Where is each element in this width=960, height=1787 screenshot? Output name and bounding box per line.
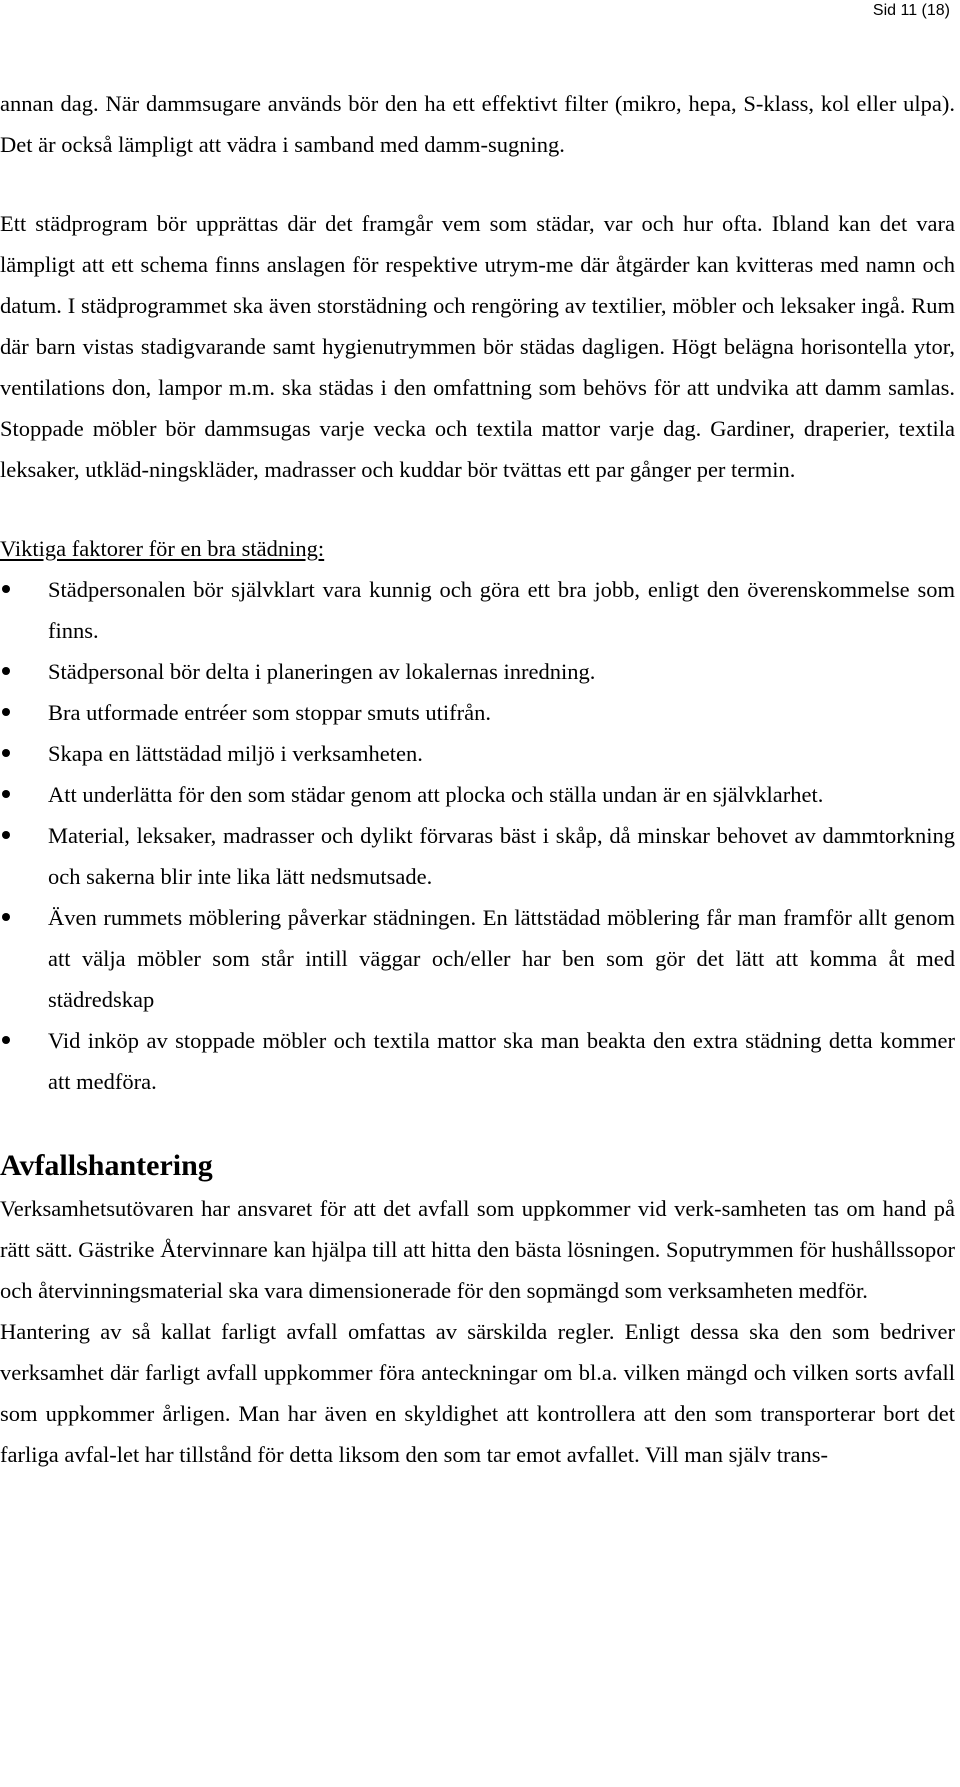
factors-heading: Viktiga faktorer för en bra städning: (0, 536, 325, 561)
paragraph-spacer (0, 490, 955, 528)
list-item: Att underlätta för den som städar genom att plocka och ställa undan är en självklarhet. (0, 774, 955, 815)
factors-list (0, 569, 955, 1102)
hazardous-waste-paragraph: Hantering av så kallat farligt avfall omfattas av särskilda regler. Enligt dessa ska den som bedriver verksamhet där farligt avfall uppkommer föra anteckningar om bl.a. vilken mängd och vilken sorts avfall som uppkommer årligen. Man har även en skyldighet att kontrollera att den som transporterar bort det farliga avfal-let har tillstånd för detta liksom den som tar emot avfallet. Vill man själv trans- (0, 1319, 955, 1467)
list-item: Material, leksaker, madrasser och dylikt förvaras bäst i skåp, då minskar behovet av dammtorkning och sakerna blir inte lika lätt nedsmutsade. (0, 815, 955, 897)
list-item: Skapa en lättstädad miljö i verksamheten. (0, 733, 955, 774)
page-number: Sid 11 (18) (872, 2, 950, 19)
list-item: Städpersonal bör delta i planeringen av lokalernas inredning. (0, 651, 955, 692)
list-item: Städpersonalen bör självklart vara kunnig och göra ett bra jobb, enligt den överenskommelse som finns. (0, 569, 955, 651)
cleaning-program-paragraph: Ett städprogram bör upprättas där det framgår vem som städar, var och hur ofta. Ibland kan det vara lämpligt att ett schema finns anslagen för respektive utrym-me där åtgärder kan kvitteras med namn och datum. I städprogrammet ska även storstädning och rengöring av textilier, möbler och leksaker ingå. Rum där barn vistas stadigvarande samt hygienutrymmen bör städas dagligen. Högt belägna horisontella ytor, ventilations don, lampor m.m. ska städas i den omfattning som behövs för att undvika att damm samlas. Stoppade möbler bör dammsugas varje vecka och textila mattor varje dag. Gardiner, draperier, textila leksaker, utkläd-ningskläder, madrasser och kuddar bör tvättas ett par gånger per termin. (0, 211, 955, 482)
paragraph-spacer (0, 1102, 955, 1140)
list-item: Vid inköp av stoppade möbler och textila mattor ska man beakta den extra städning detta kommer att medföra. (0, 1020, 955, 1102)
list-item: Bra utformade entréer som stoppar smuts utifrån. (0, 692, 955, 733)
document-body (0, 83, 955, 1475)
waste-section-heading: Avfallshantering (0, 1149, 213, 1182)
list-item: Även rummets möblering påverkar städningen. En lättstädad möblering får man framför allt genom att välja möbler som står intill väggar och/eller har ben som gör det lätt att komma åt med städredskap (0, 897, 955, 1020)
intro-paragraph: annan dag. När dammsugare används bör den ha ett effektivt filter (mikro, hepa, S-klass, kol eller ulpa). Det är också lämpligt att vädra i samband med damm-sugning. (0, 91, 955, 157)
paragraph-spacer (0, 165, 955, 203)
waste-paragraph: Verksamhetsutövaren har ansvaret för att det avfall som uppkommer vid verk-samheten tas om hand på rätt sätt. Gästrike Återvinnare kan hjälpa till att hitta den bästa lösningen. Soputrymmen för hushållssopor och återvinningsmaterial ska vara dimensionerade för den sopmängd som verksamheten medför. (0, 1196, 955, 1303)
